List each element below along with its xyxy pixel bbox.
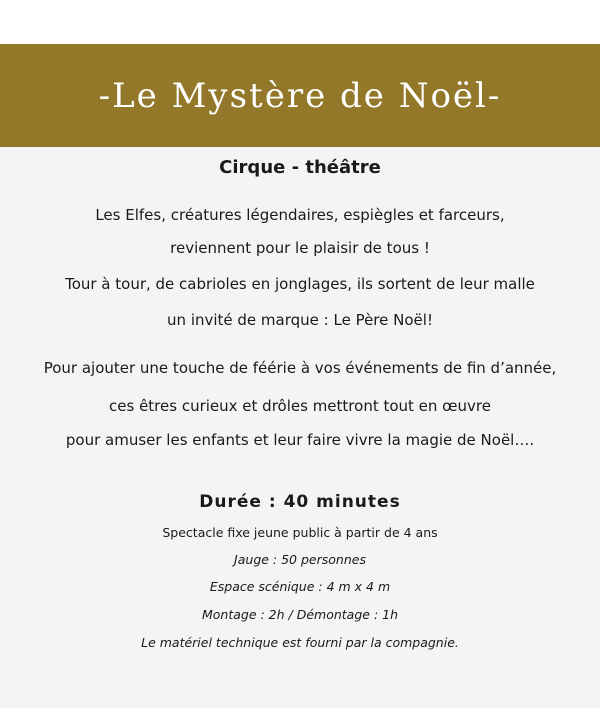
- banner-title: -Le Mystère de Noël-: [98, 75, 502, 116]
- detail-capacity: Jauge : 50 personnes: [234, 552, 366, 567]
- detail-audience: Spectacle fixe jeune public à partir de 4 ans: [162, 525, 438, 540]
- detail-setup-time: Montage : 2h / Démontage : 1h: [201, 607, 398, 622]
- duration-heading: Durée : 40 minutes: [199, 492, 401, 512]
- detail-equipment: Le matériel technique est fourni par la compagnie.: [141, 635, 459, 650]
- paragraph2-line: Pour ajouter une touche de féérie à vos événements de fin d’année,: [43, 359, 557, 377]
- paragraph2-line: ces êtres curieux et drôles mettront tout en œuvre: [109, 397, 491, 415]
- paragraph1-line: Les Elfes, créatures légendaires, espiègles et farceurs,: [95, 206, 505, 224]
- top-margin: [0, 0, 600, 44]
- paragraph1-line: un invité de marque : Le Père Noël!: [167, 311, 433, 329]
- subtitle: Cirque - théâtre: [219, 157, 381, 178]
- paragraph2-line: pour amuser les enfants et leur faire vivre la magie de Noël….: [65, 431, 535, 449]
- title-banner: [0, 44, 600, 147]
- detail-stage-space: Espace scénique : 4 m x 4 m: [209, 579, 391, 594]
- paragraph1-line: reviennent pour le plaisir de tous !: [170, 239, 430, 257]
- paragraph1-line: Tour à tour, de cabrioles en jonglages, ils sortent de leur malle: [65, 275, 535, 293]
